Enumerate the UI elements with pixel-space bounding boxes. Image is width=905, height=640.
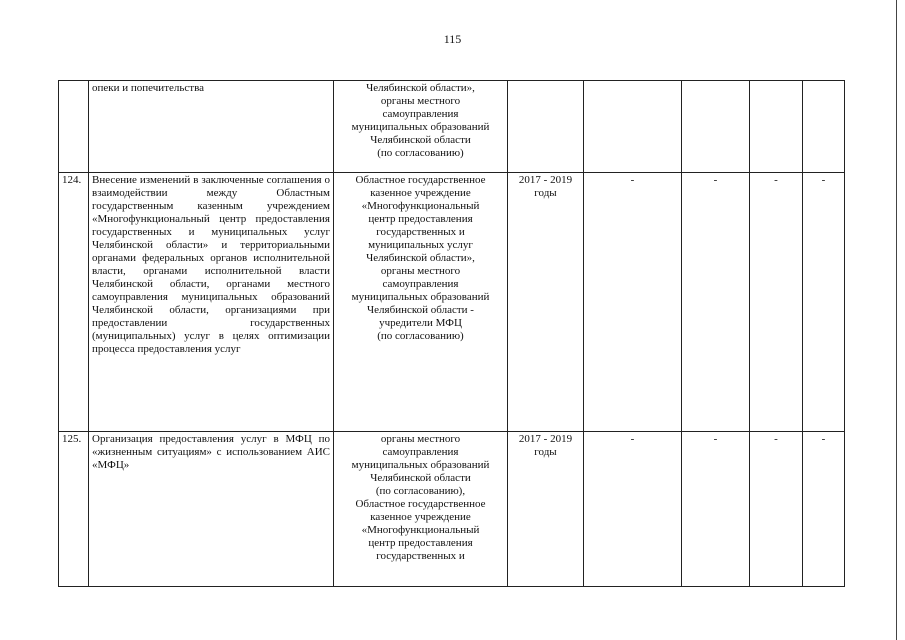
organization-line: органы местного (380, 265, 461, 277)
term-cell (508, 432, 584, 587)
row-number: 124. (59, 173, 89, 432)
value-cell: - (803, 432, 845, 587)
organization-line: органы местного (380, 95, 461, 107)
value-cell (584, 81, 682, 173)
organization-line: государственных и (376, 226, 465, 238)
organization-line: государственных и (376, 550, 465, 562)
organization-line: самоуправления (382, 108, 459, 120)
organization-line: самоуправления (382, 278, 459, 290)
organization-line: (по согласованию), (375, 485, 466, 497)
row-number (59, 81, 89, 173)
term-cell (508, 173, 584, 432)
organization-line: казенное учреждение (370, 187, 471, 199)
term-line: годы (534, 187, 557, 199)
organization-line: органы местного (380, 433, 461, 445)
organization-line: казенное учреждение (370, 511, 471, 523)
value-cell: - (682, 432, 750, 587)
organization-line: учредители МФЦ (379, 317, 462, 329)
value-cell: - (750, 173, 803, 432)
page-edge-line (896, 0, 897, 640)
organization-line: Челябинской области», (366, 252, 475, 264)
value-cell (803, 81, 845, 173)
organization-line: центр предоставления (368, 537, 473, 549)
organization-line: Челябинской области (370, 134, 471, 146)
organization-line: самоуправления (382, 446, 459, 458)
row-number: 125. (59, 432, 89, 587)
responsible-organization (334, 173, 508, 432)
table-row (59, 81, 845, 173)
organization-line: (по согласованию) (377, 330, 464, 342)
organization-line: муниципальных образований (351, 291, 490, 303)
value-cell (750, 81, 803, 173)
value-cell: - (750, 432, 803, 587)
organization-line: (по согласованию) (377, 147, 464, 159)
organization-line: центр предоставления (368, 213, 473, 225)
page-number: 115 (443, 32, 462, 46)
value-cell: - (584, 173, 682, 432)
term-cell (508, 81, 584, 173)
measure-description: опеки и попечительства (89, 81, 334, 173)
organization-line: «Многофункциональный (361, 524, 480, 536)
value-cell: - (682, 173, 750, 432)
organization-line: «Многофункциональный (361, 200, 480, 212)
term-line: 2017 - 2019 (518, 433, 573, 445)
organization-line: Областное государственное (355, 174, 486, 186)
organization-line: Челябинской области - (367, 304, 474, 316)
responsible-organization (334, 432, 508, 587)
table-row (59, 432, 845, 587)
table-row (59, 173, 845, 432)
organization-line: муниципальных услуг (368, 239, 473, 251)
measures-table (58, 80, 845, 587)
value-cell: - (803, 173, 845, 432)
term-line: 2017 - 2019 (518, 174, 573, 186)
term-line: годы (534, 446, 557, 458)
organization-line: Челябинской области», (366, 82, 475, 94)
measure-description: Внесение изменений в заключенные соглашения о взаимодействии между Областным государственным казенным учреждением «Многофункциональный центр предоставления государственных и муниципальных услуг Челябинской области» и территориальными органами федеральных органов исполнительной власти, органами исполнительной власти Челябинской области, органами местного самоуправления муниципальных образований Челябинской области, организациями при предоставлении государственных (муниципальных) услуг в целях оптимизации процесса предоставления услуг (89, 173, 334, 432)
organization-line: муниципальных образований (351, 459, 490, 471)
organization-line: Областное государственное (355, 498, 486, 510)
organization-line: муниципальных образований (351, 121, 490, 133)
responsible-organization (334, 81, 508, 173)
measure-description: Организация предоставления услуг в МФЦ по «жизненным ситуациям» с использованием АИС «МФЦ» (89, 432, 334, 587)
organization-line: Челябинской области (370, 472, 471, 484)
value-cell: - (584, 432, 682, 587)
value-cell (682, 81, 750, 173)
